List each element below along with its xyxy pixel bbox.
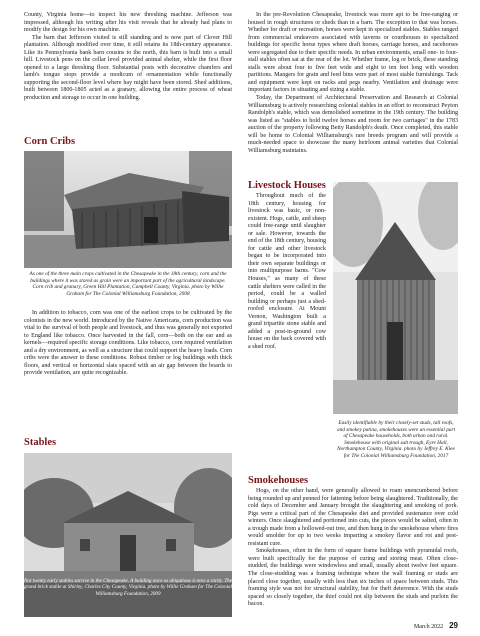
- left-column-intro: [24, 12, 232, 138]
- issue-date: March 2022: [413, 624, 444, 630]
- smokehouse-photo: [333, 182, 458, 414]
- section-heading-smokehouses: Smokehouses: [248, 475, 309, 486]
- body-paragraph: In addition to tobacco, corn was one of the earliest crops to be cultivated by the colonists in the new world. Introduced by the Native Americans, corn production was vital to the survival of both people and livestock, and thus was generally not exported to England like tobacco. Once harvested in the fall, corn—both on the ear and as kernels—required specific storage conditions. Like tobacco, corn required ventilation and a dry environment, as well as a structure that could support the heavy loads. Corn cribs were the answer to these conditions. Robust timber or log buildings with thick floors, and vertical or horizontal slats spaced with an air gap between the boards to provide ventilation, are quite recognizable.: [24, 310, 232, 377]
- smokehouses-body: [248, 488, 458, 616]
- body-paragraph: The barn that Jefferson visited is still standing and is now part of Clover Hill plantation. Although modified over time, it still retains its 18th-century appearance. Like its Pennsylvania bank barn cousins to the north, this barn is built into a small hill. Livestock pens on the cellar level provided animal shelter, while the first floor opened to a large threshing floor. Substantial posts with decorative chamfers and lamb's tongue stops provide a modicum of ornamentation while functionally supporting the second-floor level where hay might have been stored. Shed additions, built between 1800-1805 acted as a granary, allowing the entire process of wheat production and storage to occur in one building.: [24, 34, 232, 102]
- section-heading-livestock-houses: Livestock Houses: [248, 180, 326, 191]
- page-number: 29: [449, 621, 458, 630]
- page-footer: [414, 621, 458, 630]
- right-column-intro: [248, 12, 458, 174]
- section-heading-stables: Stables: [24, 437, 57, 448]
- body-paragraph: County, Virginia home—to inspect his new threshing machine. Jefferson was impressed, although his writing after his visit reveals that he already had plans to modify the design for his own machine.: [24, 12, 232, 34]
- corn-crib-photo: [24, 151, 232, 268]
- corn-cribs-body: [24, 310, 232, 430]
- body-paragraph: Hogs, on the other hand, were generally allowed to roam unencumbered before being rounded up and penned for fattening before being slaughtered. Traditionally, the cold days of December and January brought the slaughtering and smoking of pork. Pigs were a critical part of the Chesapeake diet and provided sustenance over cold winters. Once slaughtered and portioned into cuts, the pieces would be salted, often in a trough made from a hollowed-out tree, and then hung in the smokehouse where fires would smolder for up to two weeks imparting a smokey flavor and rot and pest-resistant cure.: [248, 488, 458, 547]
- stables-caption: Not twenty early stables survive in the Chesapeake. A building once so ubiquitous is now a rarity. The grand brick stable at Shirley, Charles City County, Virginia. photo by Willie Graham for The Colonial Williamsburg Foundation, 2009: [24, 578, 232, 597]
- smokehouse-caption: Easily identifiable by their closely-set studs, tall roofs, and smokey patina, smokehouses were an essential part of Chesapeake households, both urban and rural. Smokehouse with original salt trough, Eyre Hall, Northampton County, Virginia. photo by Jeffrey E. Klee for The Colonial Williamsburg Foundation, 2017: [336, 420, 456, 459]
- corn-crib-caption: As one of the three main crops cultivated in the Chesapeake in the 18th century, corn and the buildings where it was stored as grain were an important part of the agricultural landscape. Corn crib and granary, Green Hill Plantation, Campbell County, Virginia. photo by Willie Graham for The Colonial Williamsburg Foundation, 2008: [29, 271, 227, 297]
- body-paragraph: Today, the Department of Architectural Preservation and Research at Colonial Williamsburg is actively researching colonial stables in an effort to reconstruct Peyton Randolph's stable, which was demolished sometime in the 19th century. The building was listed as "stables to hold twelve horses and room for two carriages" in the 1783 auction of the property following Betty Randolph's death. Once completed, this stable will be home to Colonial Williamsburg's rare breeds program and will provide a much-needed space to showcase the many heirloom animal varieties that Colonial Williamsburg maintains.: [248, 95, 458, 154]
- section-heading-corn-cribs: Corn Cribs: [24, 136, 76, 147]
- body-paragraph: Smokehouses, often in the form of square frame buildings with pyramidal roofs, were built specifically for the purpose of curing and storing meat. Often close-studded, the buildings were windowless and small, usually about twelve feet square. The close-studding was a framing technique where the wall framing or studs are placed close together, usually with less than six inches of space between studs. This framing style was not for structural stability, but for theft deterrence. With the studs spaced so closely together, the thief could not slip between the studs and purloin the bacon.: [248, 548, 458, 608]
- body-paragraph: In the pre-Revolution Chesapeake, livestock was more apt to be free-ranging or housed in rough structures or sheds than in a barn. The exception to that was horses. Whether for draft or recreation, horses were kept in specialized stables. Stables ranged from commercial endeavors associated with taverns or courthouses to specialized buildings for specific horse types where draft horses, carriage horses, and racehorses were segregated due to their specific needs. In urban environments, small one- to four-stall stables often sat at the rear of the lot. Whether frame, log or brick, these standing stalls were about four to five feet wide and eight to ten feet long with wooden partitions. Mangers for grain and feed bins were part of most stable furnishings. Tack and equipment were kept on racks and pegs nearby. Ventilation and drainage were important factors in situating and sizing a stable.: [248, 12, 458, 94]
- body-paragraph: Throughout much of the 18th century, housing for livestock was basic, or non-existent. Hogs, cattle, and sheep could free-range until slaughter or sale. However, towards the end of the 18th century, housing for cattle and other livestock began to be incorporated into their own separate buildings or into multipurpose barns. "Cow Houses," as many of these cattle shelters were called in the period, could be a walled building or perhaps just a shed-roofed enclosure. At Mount Vernon, Washington built a grand tripartite stone stable and added a post-in-ground cow house on the back covered with a shed roof.: [248, 193, 326, 350]
- livestock-body: [248, 193, 326, 473]
